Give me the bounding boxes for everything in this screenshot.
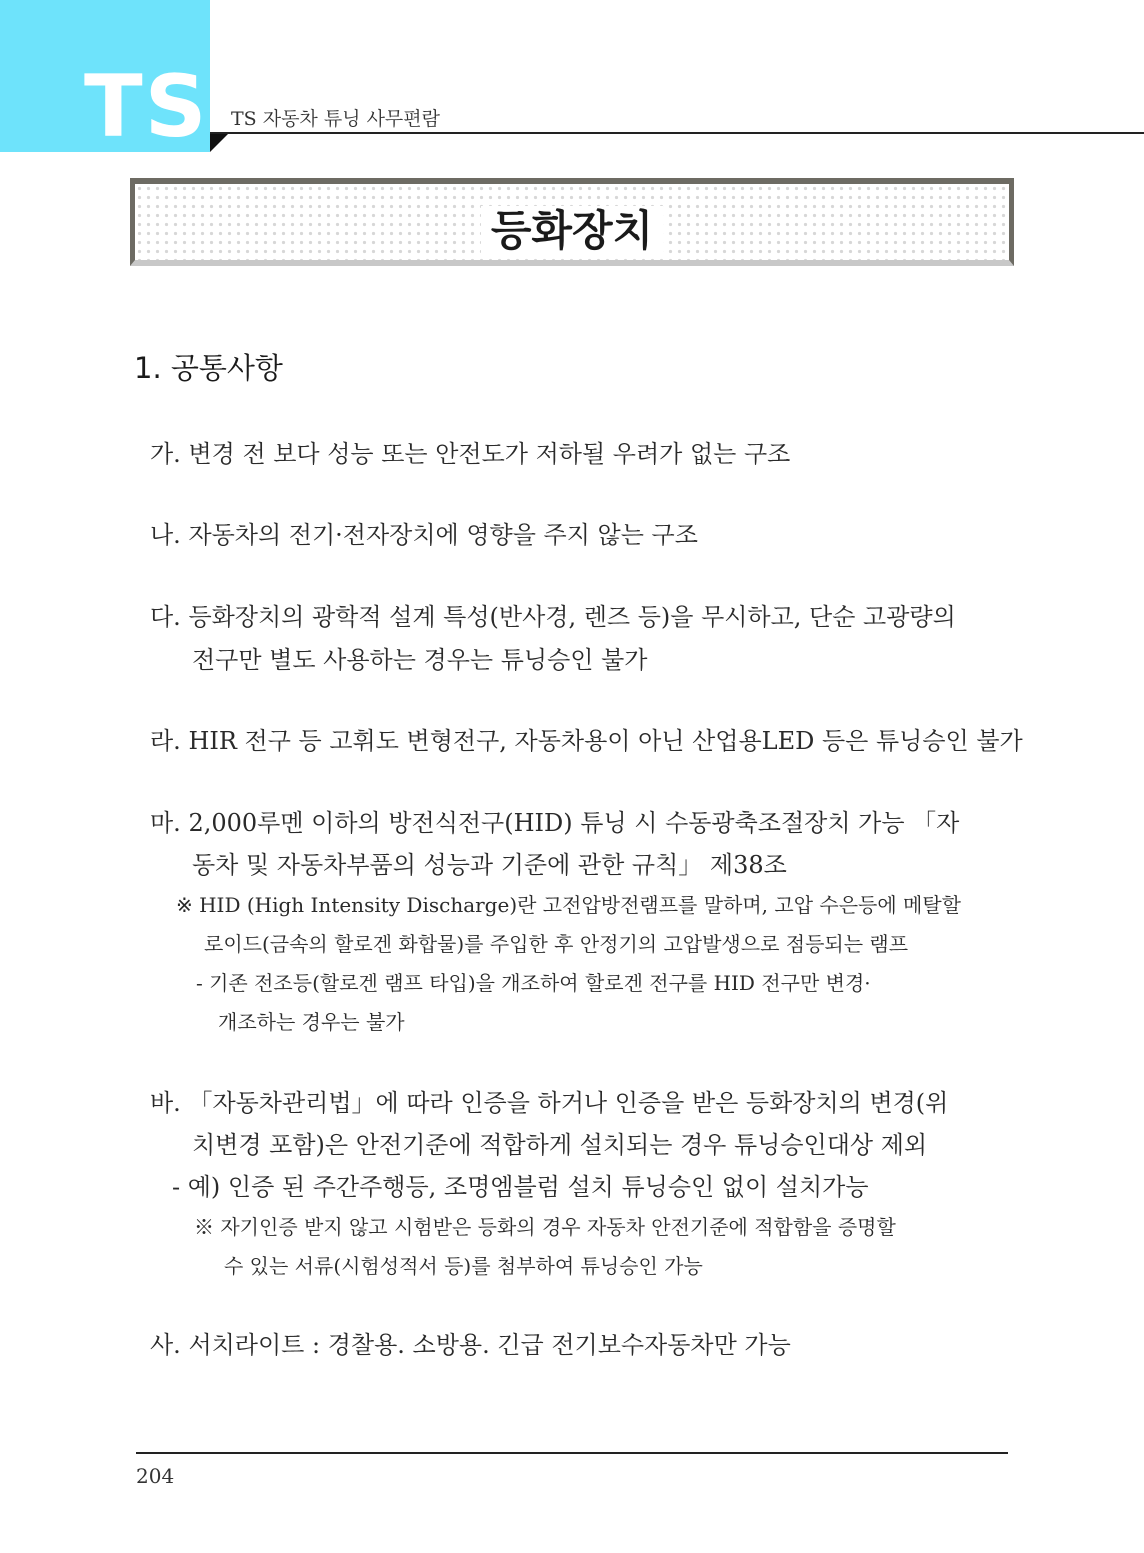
page-title-wrapper: [135, 198, 1009, 258]
item-ga: 가. 변경 전 보다 성능 또는 안전도가 저하될 우려가 없는 구조: [150, 440, 791, 468]
item-ma: 마. 2,000루멘 이하의 방전식전구(HID) 튜닝 시 수동광축조절장치 가능 「자: [150, 809, 960, 837]
item-sa: 사. 서치라이트 : 경찰용. 소방용. 긴급 전기보수자동차만 가능: [150, 1331, 791, 1359]
note-hid-cont: 로이드(금속의 할로겐 화합물)를 주입한 후 안정기의 고압발생으로 점등되는 램프: [204, 932, 909, 956]
page-title-box: [130, 178, 1014, 266]
item-ba: 바. 「자동차관리법」에 따라 인증을 하거나 인증을 받은 등화장치의 변경(위: [150, 1089, 949, 1117]
header-triangle-decoration: [210, 134, 228, 152]
note-hid-dash: - 기존 전조등(할로겐 램프 타입)을 개조하여 할로겐 전구를 HID 전구만 변경·: [196, 971, 871, 995]
section-heading: 1. 공통사항: [134, 351, 283, 385]
item-da-cont: 전구만 별도 사용하는 경우는 튜닝승인 불가: [192, 646, 648, 674]
note-hid: ※ HID (High Intensity Discharge)란 고전압방전램프를 말하며, 고압 수은등에 메탈할: [176, 893, 961, 917]
item-ba-example: - 예) 인증 된 주간주행등, 조명엠블럼 설치 튜닝승인 없이 설치가능: [172, 1173, 869, 1201]
header-title: TS 자동차 튜닝 사무편람: [231, 108, 440, 130]
item-ma-cont: 동차 및 자동차부품의 성능과 기준에 관한 규칙」 제38조: [192, 851, 787, 879]
note-self-cert-cont: 수 있는 서류(시험성적서 등)를 첨부하여 튜닝승인 가능: [224, 1254, 703, 1278]
footer-rule: [136, 1452, 1008, 1454]
header-rule: [210, 132, 1144, 134]
header-logo-block: [0, 0, 210, 157]
ts-logo: TS: [84, 57, 209, 157]
item-ba-cont: 치변경 포함)은 안전기준에 적합하게 설치되는 경우 튜닝승인대상 제외: [192, 1131, 928, 1159]
note-hid-dash-cont: 개조하는 경우는 불가: [218, 1010, 405, 1034]
item-ra: 라. HIR 전구 등 고휘도 변형전구, 자동차용이 아닌 산업용LED 등은 튜닝승인 불가: [150, 727, 1023, 755]
page-title: 등화장치: [481, 206, 663, 255]
page-number: 204: [136, 1464, 175, 1488]
item-da: 다. 등화장치의 광학적 설계 특성(반사경, 렌즈 등)을 무시하고, 단순 고광량의: [150, 603, 956, 631]
item-na: 나. 자동차의 전기·전자장치에 영향을 주지 않는 구조: [150, 521, 698, 549]
note-self-cert: ※ 자기인증 받지 않고 시험받은 등화의 경우 자동차 안전기준에 적합함을 증명할: [194, 1215, 896, 1239]
